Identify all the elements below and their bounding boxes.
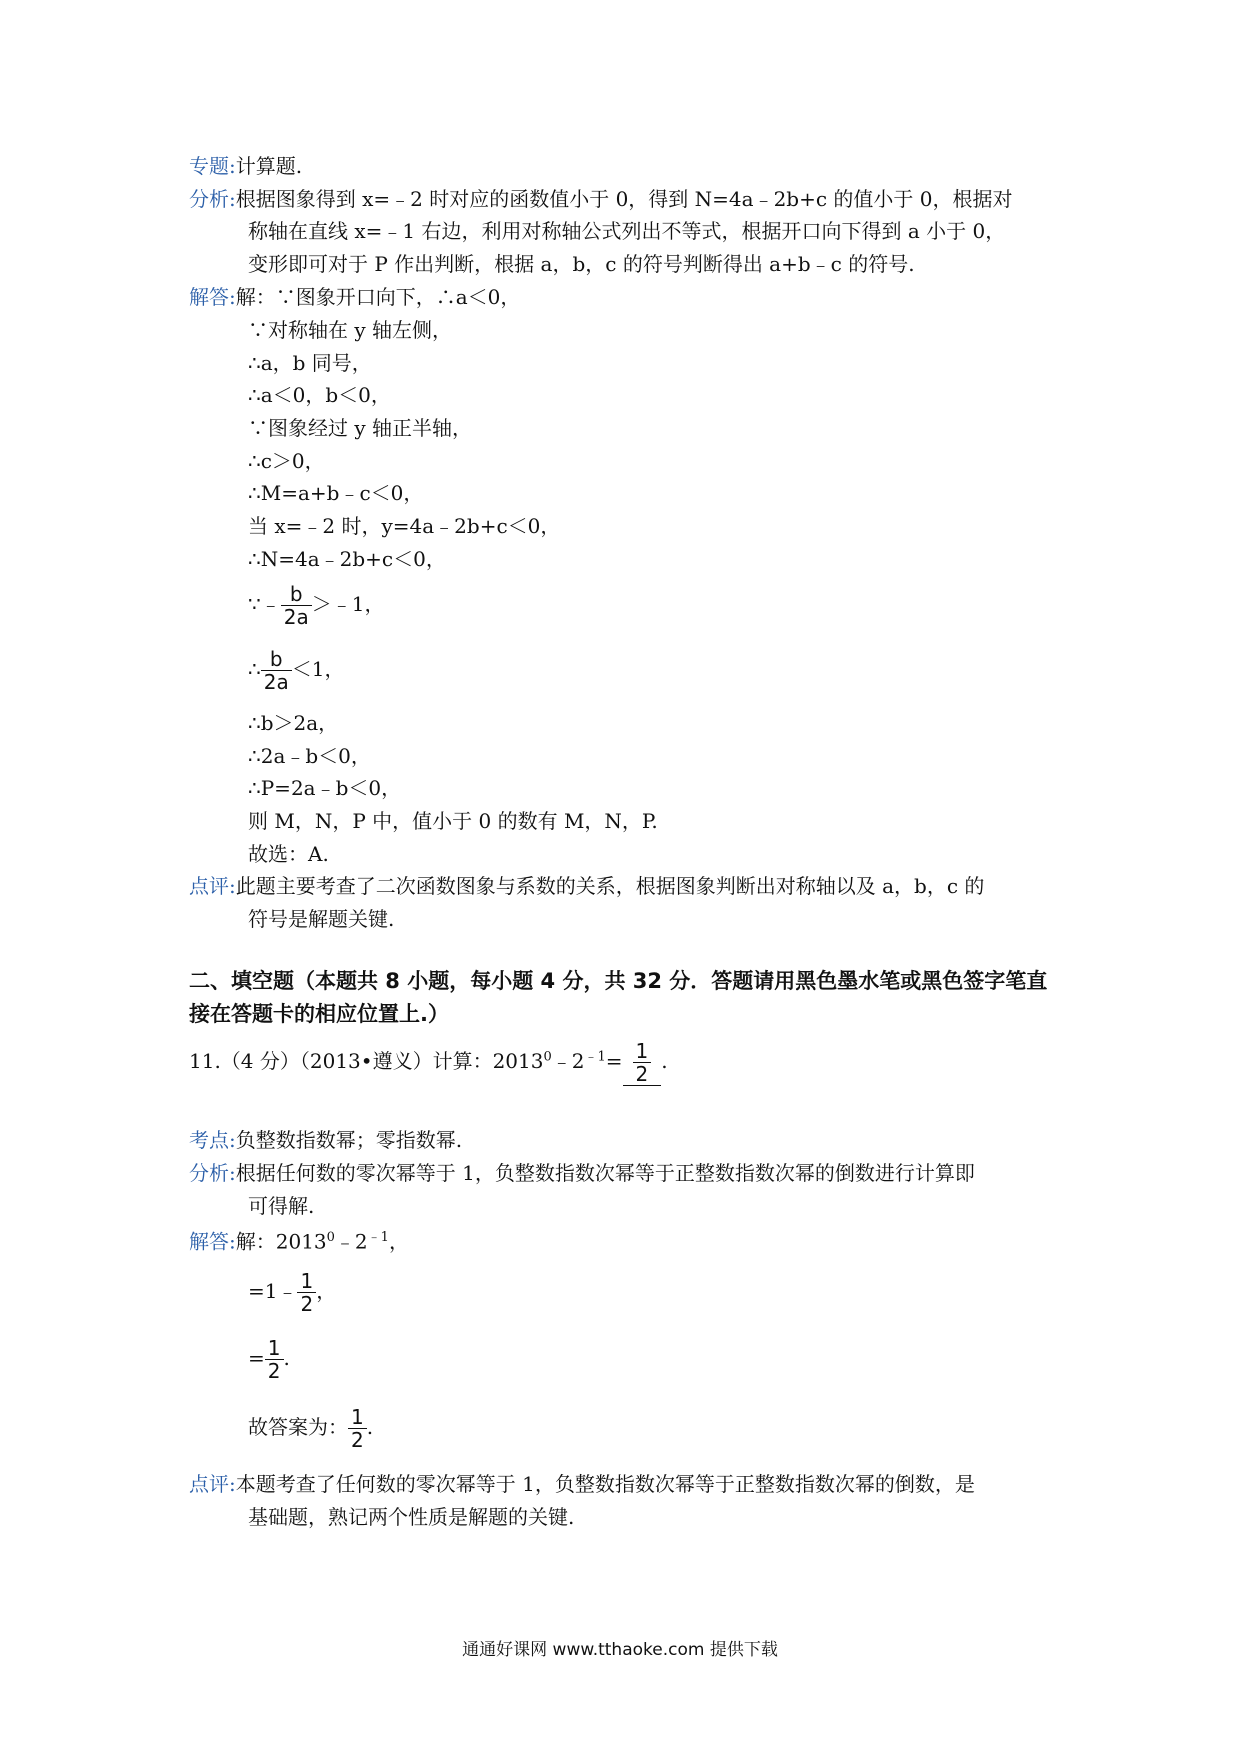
topic-text: 计算题. [235, 154, 303, 178]
point-row [189, 1127, 462, 1153]
comment-label: 点评: [189, 1472, 236, 1496]
solution-line: ∴c＞0， [248, 449, 325, 473]
solution-text: ， [388, 1229, 409, 1254]
analysis-line: 称轴在直线 x=﹣1 右边，利用对称轴公式列出不等式，根据开口向下得到 a 小于 0， [248, 219, 1006, 243]
fraction-numerator: b [269, 647, 283, 671]
fraction-line [248, 648, 344, 693]
solution-line: ∴N=4a﹣2b+c＜0， [248, 547, 446, 571]
exponent: 0 [326, 1230, 335, 1245]
fraction-post: ＞﹣1， [311, 592, 385, 616]
fraction-denominator: 2 [348, 1428, 367, 1451]
solution-line: 则 M，N，P 中，值小于 0 的数有 M，N，P. [248, 809, 658, 833]
comment-line: 本题考查了任何数的零次幂等于 1，负整数指数次幂等于正整数指数次幂的倒数，是 [235, 1472, 975, 1496]
fraction-post: . [283, 1346, 290, 1370]
fraction-denominator: 2a [281, 605, 312, 628]
comment-line: 此题主要考查了二次函数图象与系数的关系，根据图象判断出对称轴以及 a，b，c 的 [235, 874, 985, 898]
fraction [265, 1337, 284, 1382]
analysis-line: 可得解. [248, 1194, 315, 1218]
analysis-row [189, 186, 1013, 212]
equals-sign: = [605, 1049, 623, 1073]
analysis-label: 分析: [189, 187, 236, 211]
fraction-post: ， [316, 1279, 337, 1303]
fraction-numerator: 1 [267, 1336, 281, 1360]
fraction-pre: ∵﹣ [248, 592, 281, 616]
solution-line: 当 x=﹣2 时，y=4a﹣2b+c＜0， [248, 514, 561, 538]
fraction-line [248, 1337, 290, 1382]
analysis-row [189, 1160, 975, 1186]
section-heading: 接在答题卡的相应位置上.） [189, 1002, 449, 1026]
solution-line: ∴2a﹣b＜0， [248, 744, 371, 768]
analysis-line: 根据图象得到 x=﹣2 时对应的函数值小于 0，得到 N=4a﹣2b+c 的值小于 0，根据对 [235, 187, 1013, 211]
solution-label: 解答: [189, 1229, 236, 1254]
fraction-numerator: 1 [635, 1039, 649, 1063]
solution-line: 解：∵图象开口向下，∴a＜0， [235, 285, 521, 309]
solution-line: ∴a，b 同号， [248, 351, 372, 375]
comment-label: 点评: [189, 874, 236, 898]
page-footer: 通通好课网 www.tthaoke.com 提供下载 [462, 1640, 778, 1660]
solution-line: ∴a＜0，b＜0， [248, 383, 391, 407]
answer-fraction [633, 1040, 652, 1085]
fraction-pre: 故答案为： [248, 1415, 348, 1439]
fraction-denominator: 2 [265, 1359, 284, 1382]
fraction [261, 648, 292, 693]
fraction [297, 1270, 316, 1315]
exponent: ﹣1 [367, 1230, 389, 1245]
section-heading: 二、填空题（本题共 8 小题，每小题 4 分，共 32 分．答题请用黑色墨水笔或黑色签字笔直 [189, 969, 1048, 993]
fraction-denominator: 2 [633, 1062, 652, 1085]
fraction-line [248, 1406, 373, 1451]
exponent: ﹣1 [584, 1049, 606, 1065]
exponent: 0 [543, 1049, 552, 1065]
stem-text: 11.（4 分）（2013•遵义）计算：2013 [189, 1049, 544, 1073]
comment-line: 基础题，熟记两个性质是解题的关键. [248, 1505, 575, 1529]
comment-row [189, 873, 984, 899]
fraction [348, 1406, 367, 1451]
solution-line: ∴b＞2a， [248, 711, 339, 735]
fraction-denominator: 2 [297, 1292, 316, 1315]
question-stem [189, 1040, 668, 1086]
fraction-pre: = [248, 1346, 265, 1370]
solution-line: ∵对称轴在 y 轴左侧， [248, 318, 453, 342]
analysis-line: 根据任何数的零次幂等于 1，负整数指数次幂等于正整数指数次幂的倒数进行计算即 [235, 1161, 975, 1185]
fraction-pre: ∴ [248, 657, 261, 681]
fraction-numerator: 1 [300, 1269, 314, 1293]
fraction-line [248, 583, 384, 628]
comment-line: 符号是解题关键. [248, 907, 395, 931]
comment-row [189, 1471, 975, 1497]
fraction [281, 583, 312, 628]
solution-line: ∴M=a+b﹣c＜0， [248, 481, 424, 505]
solution-label: 解答: [189, 285, 236, 309]
solution-text: 解：2013 [235, 1229, 327, 1254]
stem-text: ﹣2 [551, 1049, 585, 1073]
point-label: 考点: [189, 1128, 236, 1152]
fraction-line [248, 1270, 336, 1315]
point-text: 负整数指数幂；零指数幂. [235, 1128, 463, 1152]
fraction-numerator: b [289, 582, 303, 606]
topic-label: 专题: [189, 154, 236, 178]
solution-line: ∵图象经过 y 轴正半轴， [248, 416, 473, 440]
fraction-denominator: 2a [261, 670, 292, 693]
analysis-line: 变形即可对于 P 作出判断，根据 a，b，c 的符号判断得出 a+b﹣c 的符号. [248, 252, 915, 276]
answer-blank [623, 1040, 662, 1086]
period: . [661, 1049, 668, 1073]
fraction-post: ＜1， [291, 657, 345, 681]
solution-line: 故选：A. [248, 842, 329, 866]
analysis-label: 分析: [189, 1161, 236, 1185]
fraction-pre: =1﹣ [248, 1279, 298, 1303]
solution-line: ∴P=2a﹣b＜0， [248, 776, 402, 800]
topic-row [189, 153, 302, 179]
solution-text: ﹣2 [334, 1229, 368, 1254]
fraction-post: . [366, 1415, 374, 1439]
fraction-numerator: 1 [351, 1405, 364, 1429]
solution-row [189, 1225, 409, 1255]
solution-row [189, 284, 520, 310]
